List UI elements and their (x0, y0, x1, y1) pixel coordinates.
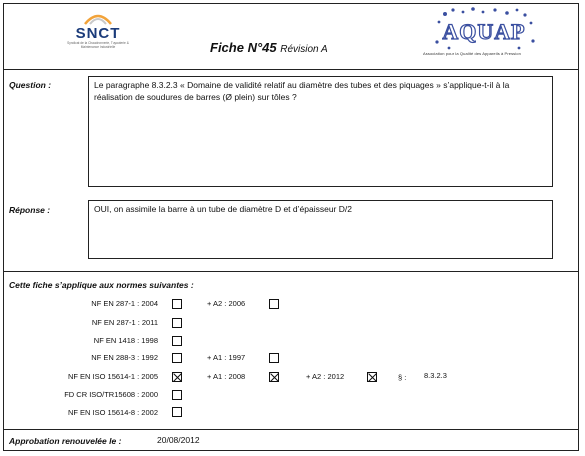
norm-label: FD CR ISO/TR15608 : 2000 (64, 390, 158, 399)
norm-label: NF EN 288-3 : 1992 (91, 353, 158, 362)
page-title (210, 40, 328, 55)
norm-checkbox[interactable] (172, 299, 182, 309)
response-label: Réponse : (9, 205, 51, 215)
norm-label: NF EN 1418 : 1998 (93, 336, 158, 345)
approval-date: 20/08/2012 (157, 435, 200, 445)
approval-label: Approbation renouvelée le : (9, 436, 122, 446)
norm-label: NF EN 287-1 : 2011 (91, 318, 158, 327)
amendment-a1-label: + A1 : 1997 (207, 353, 246, 362)
snct-logo-text: SNCT (75, 25, 121, 42)
snct-logo (62, 10, 134, 62)
amendment-a1-label: + A1 : 2008 (207, 372, 246, 381)
norm-label: NF EN ISO 15614-8 : 2002 (67, 408, 158, 417)
amendment-a1-checkbox-checked[interactable] (269, 372, 279, 382)
norm-checkbox[interactable] (172, 353, 182, 363)
norm-checkbox[interactable] (172, 390, 182, 400)
norm-checkbox[interactable] (172, 336, 182, 346)
question-box (88, 76, 553, 187)
norm-checkbox-checked[interactable] (172, 372, 182, 382)
divider (3, 271, 579, 272)
aquap-logo-text: AQUAP (442, 19, 526, 44)
amendment-a2-checkbox[interactable] (269, 299, 279, 309)
question-text: Le paragraphe 8.3.2.3 « Domaine de validité relatif au diamètre des tubes et des piquages » s’applique-t-il à la réalisation de soudures de barres (Ø plein) sur tôles ? (94, 80, 510, 102)
fiche-number: Fiche N°45 (210, 40, 277, 55)
response-text: OUI, on assimile la barre à un tube de diamètre D et d’épaisseur D/2 (94, 204, 352, 214)
norm-checkbox[interactable] (172, 318, 182, 328)
section-value: 8.3.2.3 (424, 371, 447, 380)
amendment-a2-label: + A2 : 2012 (306, 372, 345, 381)
snct-logo-subtext: Syndicat de la Chaudronnerie, Tuyauterie & Maintenance Industrielle (67, 41, 129, 49)
question-label: Question : (9, 80, 52, 90)
aquap-emblem-icon (423, 6, 545, 52)
snct-emblem-icon (81, 10, 115, 26)
norm-label: NF EN ISO 15614-1 : 2005 (67, 372, 158, 381)
amendment-a1-checkbox[interactable] (269, 353, 279, 363)
revision-label: Révision A (280, 44, 328, 55)
norm-label: NF EN 287-1 : 2004 (91, 299, 158, 308)
aquap-logo-subtext: Association pour la Qualité des Appareils à Pression (423, 51, 521, 56)
amendment-a2-checkbox-checked[interactable] (367, 372, 377, 382)
aquap-logo (423, 6, 545, 62)
response-box (88, 200, 553, 259)
divider (3, 429, 579, 430)
norms-label: Cette fiche s’applique aux normes suivantes : (9, 280, 194, 290)
norm-checkbox[interactable] (172, 407, 182, 417)
section-symbol: § : (398, 373, 407, 382)
divider (3, 69, 579, 70)
amendment-a2-label: + A2 : 2006 (207, 299, 246, 308)
